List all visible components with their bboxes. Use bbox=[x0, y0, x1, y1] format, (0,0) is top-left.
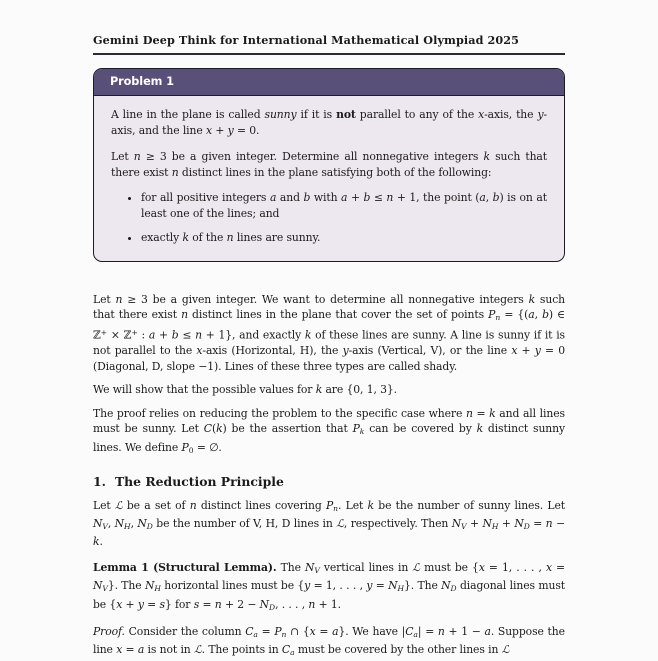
problem-box-title: Problem 1 bbox=[94, 69, 564, 97]
header-rule bbox=[93, 53, 565, 55]
problem-statement-paragraph: Let n ≥ 3 be a given integer. Determine all nonnegative integers k such that there exist n distinct lines in the plane satisfying both of the following: bbox=[111, 150, 547, 179]
problem-conditions-list bbox=[111, 190, 547, 246]
section-title: The Reduction Principle bbox=[114, 474, 284, 490]
document-title: Gemini Deep Think for International Mathematical Olympiad 2025 bbox=[93, 33, 520, 47]
body-paragraph: We will show that the possible values for k are {0, 1, 3}. bbox=[93, 383, 397, 397]
body-paragraph: Let ℒ be a set of n distinct lines covering $P_n$. Let k be the number of sunny lines. Let $N_V$, $N_H$, $N_D$ be the number of V, H, D lines in ℒ, respectively. Then $N_V + N_H + N_D = n - k$. bbox=[93, 498, 565, 549]
list-item: • for all positive integers a and b with a + b ≤ n + 1, the point (a, b) is on at least one of the lines; and bbox=[141, 190, 547, 221]
section-heading bbox=[93, 474, 565, 490]
document-page bbox=[93, 0, 565, 661]
problem-box-body bbox=[94, 96, 564, 261]
problem-statement-paragraph: A line in the plane is called sunny if it is not parallel to any of the x-axis, the y-axis, and the line x + y = 0. bbox=[111, 108, 547, 137]
lemma-paragraph: Lemma 1 (Structural Lemma). The $N_V$ vertical lines in ℒ must be {x = 1, . . . , $x = N_V$}. The $N_H$ horizontal lines must be {y = 1, . . . , $y = N_H$}. The $N_D$ diagonal lines must be {x + y = s} for $s = n + 2 - N_D$, . . . , n + 1. bbox=[93, 560, 566, 612]
body-paragraph: The proof relies on reducing the problem to the specific case where n = k and all lines must be sunny. Let C(k) be the assertion that $P_k$ can be covered by k distinct sunny lines. We define $P_0$ = ∅. bbox=[93, 406, 566, 455]
proof-paragraph: Proof. Consider the column $C_a = P_n$ ∩ {x = a}. We have $|C_a| = n + 1 - a$. Suppose the line x = a is not in ℒ. The points in $C_a$ must be covered by the other lines in ℒ bbox=[93, 624, 565, 658]
problem-box bbox=[93, 68, 565, 262]
list-item: • exactly k of the n lines are sunny. bbox=[141, 230, 547, 246]
solution-text bbox=[93, 292, 565, 661]
body-paragraph: Let n ≥ 3 be a given integer. We want to determine all nonnegative integers k such that there exist n distinct lines in the plane that cover the set of points $P_n = \{(a$, b) ∈ ℤ+ × ℤ+ : a + b ≤ n + 1}, and exactly k of these lines are sunny. A line is sunny if it is not parallel to the x-axis (Horizontal, H), the y-axis (Vertical, V), or the line x + y = 0 (Diagonal, D, slope −1). Lines of these three types are called shady. bbox=[93, 292, 565, 373]
section-number: 1. bbox=[93, 474, 106, 490]
